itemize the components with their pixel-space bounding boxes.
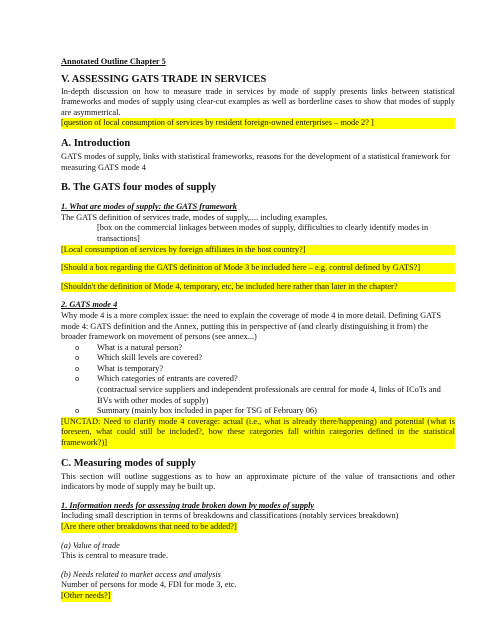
mode4-question-list — [61, 343, 455, 385]
section-a-heading: A. Introduction — [61, 137, 131, 149]
mode4-summary-list — [61, 406, 455, 417]
section-cb-heading: (b) Needs related to market access and analysis — [61, 569, 221, 579]
section-ca-text: This is central to measure trade. — [61, 551, 168, 561]
section-b1-line: The GATS definition of services trade, modes of supply,.... including examples. — [61, 212, 328, 222]
list-item: o Which skill levels are covered? — [75, 353, 203, 363]
section-b1-note-3: [Shouldn't the definition of Mode 4, temporary, etc, be included here rather than later in the chapter? — [61, 282, 455, 293]
section-b-heading: B. The GATS four modes of supply — [61, 182, 217, 194]
bullet-icon: o — [75, 354, 80, 363]
bullet-icon: o — [75, 343, 80, 352]
list-item: o What is a natural person? — [75, 342, 183, 352]
section-cb-note: [Other needs?] — [61, 590, 111, 600]
chapter-heading: V. ASSESSING GATS TRADE IN SERVICES — [61, 73, 267, 85]
bullet-icon: o — [75, 407, 80, 416]
section-c-text: This section will outline suggestions as to how an approximate picture of the value of transactions and other indicators by mode of supply may be built up. — [61, 471, 455, 492]
chapter-intro: In-depth discussion on how to measure trade in services by mode of supply presents links between statistical frameworks and modes of supply using clear-cut examples as well as borderline cases to show that modes of supply are asymmetrical. — [61, 86, 455, 117]
section-b2-heading: 2. GATS mode 4 — [61, 300, 118, 310]
section-b1-note-1: [Local consumption of services by foreign affiliates in the host country?] — [61, 245, 455, 256]
list-item: o Which categories of entrants are covered? — [75, 374, 238, 384]
section-b1-box-note: [box on the commercial linkages between modes of supply, difficulties to clearly identify modes in transactions] — [97, 223, 429, 243]
list-item: o What is temporary? — [75, 363, 164, 373]
section-b2-text: Why mode 4 is a more complex issue: the need to explain the coverage of mode 4 in more detail. Defining GATS mode 4: GATS definition and the Annex, putting this in perspective of (and clearly distinguishing it from) the broader framework on movement of persons (see annex...) — [61, 310, 442, 342]
section-c-heading: C. Measuring modes of supply — [61, 457, 196, 469]
section-c1-heading: 1. Information needs for assessing trade broken down by modes of supply — [61, 500, 315, 510]
section-b1-heading: 1. What are modes of supply: the GATS framework — [61, 202, 237, 212]
section-c1-note: [Are there other breakdowns that need to be added?] — [61, 522, 237, 531]
section-a-text: GATS modes of supply, links with statistical frameworks, reasons for the development of a statistical framework for measuring GATS mode 4 — [61, 151, 451, 172]
section-b1-note-2: [Should a box regarding the GATS definition of Mode 3 be included here – e.g. control defined by GATS?] — [61, 263, 455, 274]
bullet-continuation: (contractual service suppliers and independent professionals are central for mode 4, links of ICoTs and BVs with other modes of supply) — [97, 385, 441, 405]
section-b2-note: [UNCTAD: Need to clarify mode 4 coverage: actual (i.e., what is already there/happening) and potential (what is foreseen, what could still be included?, how these categories fall within categories defined in the statistical framework?)] — [61, 416, 455, 448]
bullet-icon: o — [75, 375, 80, 384]
chapter-intro-note: [question of local consumption of services by resident foreign-owned enterprises – mode 2? ] — [61, 118, 455, 129]
outline-title: Annotated Outline Chapter 5 — [61, 57, 166, 66]
bullet-icon: o — [75, 364, 80, 373]
section-ca-heading: (a) Value of trade — [61, 540, 120, 550]
section-c1-text: Including small description in terms of breakdowns and classifications (notably services breakdown) — [61, 511, 399, 521]
section-cb-text: Number of persons for mode 4, FDI for mode 3, etc. — [61, 580, 237, 590]
list-item: o Summary (mainly box included in paper for TSG of February 06) — [75, 406, 317, 416]
